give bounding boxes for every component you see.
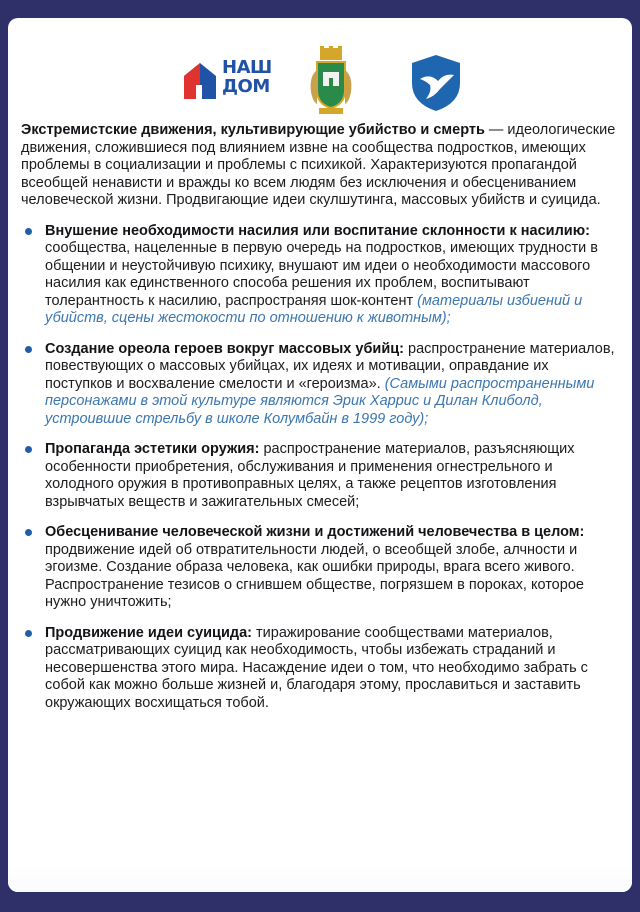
item-text: распространение материалов, разъясняющих особенности приобретения, обслуживания и применения огнестрельного и холодного оружия в противоправных целях, а также рецептов изготовления взрывчатых веществ и зажигательных смесей; [45, 441, 575, 510]
house-icon [182, 61, 218, 101]
list-item [21, 441, 616, 511]
list-item [21, 223, 616, 328]
item-title: Продвижение идеи суицида: [45, 624, 252, 641]
logo-row [8, 34, 632, 124]
info-card [8, 18, 632, 892]
bullet-list [21, 223, 616, 713]
item-note: (Самыми распространенными персонажами в этой культуре являются Эрик Харрис и Дилан Клиболд, устроившие стрельбу в школе Колумбайн в 1999 году); [45, 375, 595, 427]
intro-lead: Экстремистские движения, культивирующие убийство и смерть [21, 122, 485, 138]
item-title: Создание ореола героев вокруг массовых убийц: [45, 340, 404, 357]
shield-bird-icon [408, 53, 464, 113]
nash-dom-logo [182, 57, 278, 107]
item-text: тиражирование сообществами материалов, рассматривающих суицид как необходимость, чтобы избежать страданий и несовершенства этого мира. Насаждение идеи о том, что необходимо забрать с собой как можно больше жизней и, благодаря этому, прославиться и заставить окружающих восхищаться тобой. [45, 624, 588, 711]
yekaterinburg-coat-of-arms-icon [307, 46, 355, 118]
item-text: распространение материалов, повествующих о массовых убийцах, их идеях и мотивации, оправдание их поступков и восхваление смелости и «героизма». [45, 340, 615, 392]
item-text: продвижение идей об отвратительности людей, о всеобщей злобе, алчности и эгоизме. Создание образа человека, как ошибки природы, врага всего живого. Распространение тезисов о сгнившем обществе, погрязшем в пороках, которое нужно уничтожить; [45, 541, 584, 610]
item-title: Пропаганда эстетики оружия: [45, 441, 260, 457]
item-text: сообщества, нацеленные в первую очередь на подростков, имеющих трудности в общении и неустойчивую психику, внушают им идеи о необходимости массового насилия как единственного способа решения их проблем, воспитывают толерантность к насилию, распространяя шок-контент [45, 240, 598, 309]
bullet-icon [25, 346, 32, 353]
list-item [21, 341, 616, 429]
intro-text: — идеологические движения, сложившиеся под влиянием извне на сообщества подростков, имеющих проблемы в социализации и проблемы с психикой. Характеризуются пропагандой всеобщей ненависти и вражды ко всем людям без исключения и обесцениванием человеческой жизни. Продвигающие идеи скулшутинга, массовых убийств и суицида. [21, 122, 616, 208]
intro-paragraph [21, 122, 616, 210]
list-item [21, 524, 616, 612]
item-note: (материалы избиений и убийств, сцены жестокости по отношению к животным); [45, 292, 583, 326]
list-item [21, 625, 616, 713]
bullet-icon [25, 446, 32, 453]
bullet-icon [25, 529, 32, 536]
item-title: Внушение необходимости насилия или воспитание склонности к насилию: [45, 222, 590, 239]
bullet-icon [25, 630, 32, 637]
nash-dom-line2: ДОМ [222, 76, 270, 97]
nash-dom-wordmark [222, 58, 282, 96]
nash-dom-line1: НАШ [222, 57, 272, 78]
item-title: Обесценивание человеческой жизни и достижений человечества в целом: [45, 524, 585, 540]
bullet-icon [25, 228, 32, 235]
document-body [21, 122, 616, 725]
